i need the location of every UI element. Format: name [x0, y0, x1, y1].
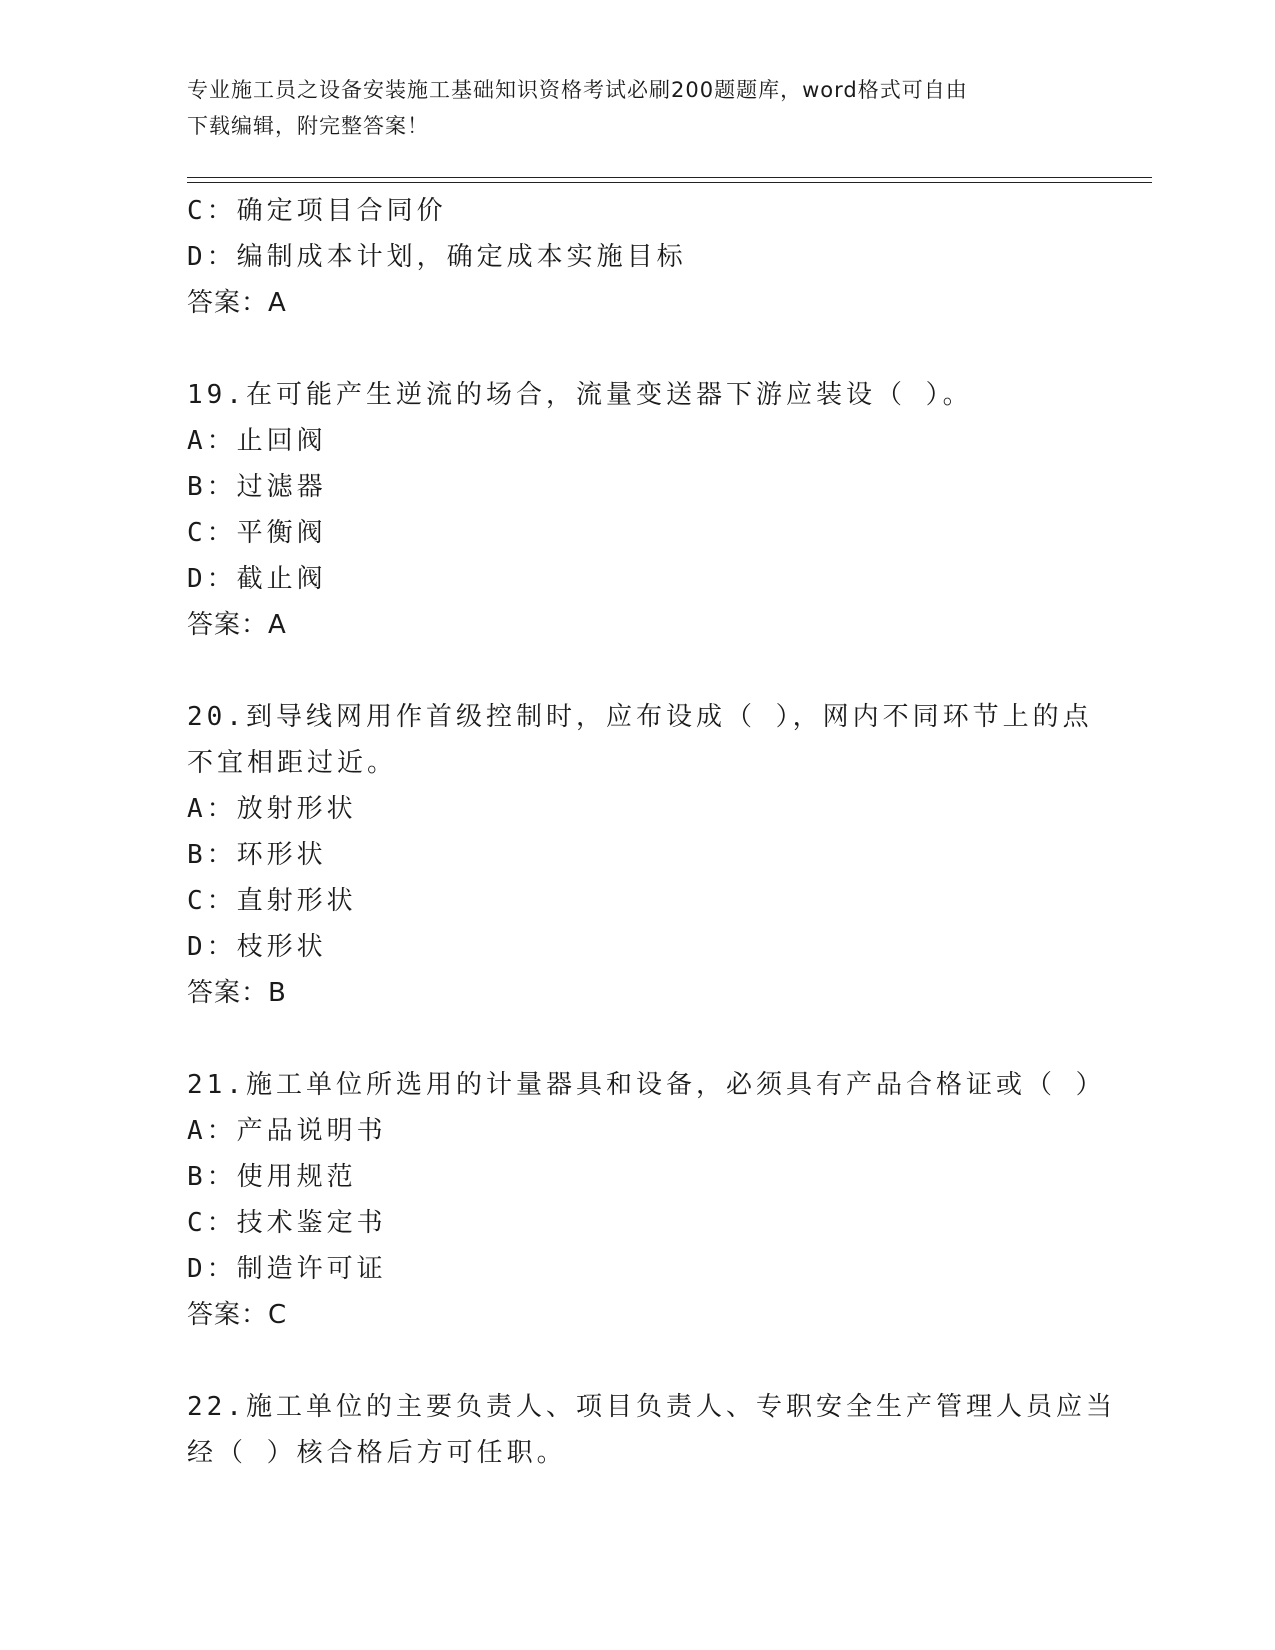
header-divider-bottom: [187, 182, 1152, 183]
option-d: D：截止阀: [187, 564, 327, 594]
question-20: [187, 694, 1093, 1016]
spacer: [187, 1338, 1087, 1384]
header-divider-top: [187, 177, 1152, 178]
option-c: C：技术鉴定书: [187, 1208, 387, 1238]
option-d: D：编制成本计划，确定成本实施目标: [187, 242, 687, 272]
question-stem-continued: 不宜相距过近。: [187, 748, 398, 778]
question-stem: 20.到导线网用作首级控制时，应布设成（ ），网内不同环节上的点: [187, 702, 1093, 732]
option-a: A：放射形状: [187, 794, 357, 824]
option-b: B：过滤器: [187, 472, 327, 502]
option-c: C：直射形状: [187, 886, 357, 916]
option-a: A：止回阀: [187, 426, 327, 456]
question-stem-continued: 经（ ）核合格后方可任职。: [187, 1438, 567, 1468]
spacer: [187, 648, 1087, 694]
question-stem: 22.施工单位的主要负责人、项目负责人、专职安全生产管理人员应当: [187, 1392, 1116, 1422]
spacer: [187, 326, 1087, 372]
option-a: A：产品说明书: [187, 1116, 387, 1146]
spacer: [187, 1016, 1087, 1062]
header-line-2: 下载编辑，附完整答案！: [187, 114, 429, 138]
question-21: [187, 1062, 1106, 1338]
option-d: D：制造许可证: [187, 1254, 387, 1284]
question-stem: 19.在可能产生逆流的场合，流量变送器下游应装设（ ）。: [187, 380, 973, 410]
question-19: [187, 372, 1087, 648]
answer-line: 答案：A: [187, 610, 287, 640]
question-18-tail: [187, 188, 1087, 326]
option-d: D：枝形状: [187, 932, 327, 962]
answer-line: 答案：A: [187, 288, 287, 318]
answer-line: 答案：C: [187, 1300, 288, 1330]
header-line-1: 专业施工员之设备安装施工基础知识资格考试必刷200题题库，word格式可自由: [187, 78, 968, 102]
option-b: B：使用规范: [187, 1162, 357, 1192]
question-22: [187, 1384, 1116, 1476]
question-stem: 21.施工单位所选用的计量器具和设备，必须具有产品合格证或（ ）: [187, 1070, 1106, 1100]
option-b: B：环形状: [187, 840, 327, 870]
document-header: [187, 72, 1067, 144]
document-body: [187, 188, 1116, 1476]
answer-line: 答案：B: [187, 978, 287, 1008]
option-c: C：平衡阀: [187, 518, 327, 548]
option-c: C：确定项目合同价: [187, 196, 447, 226]
